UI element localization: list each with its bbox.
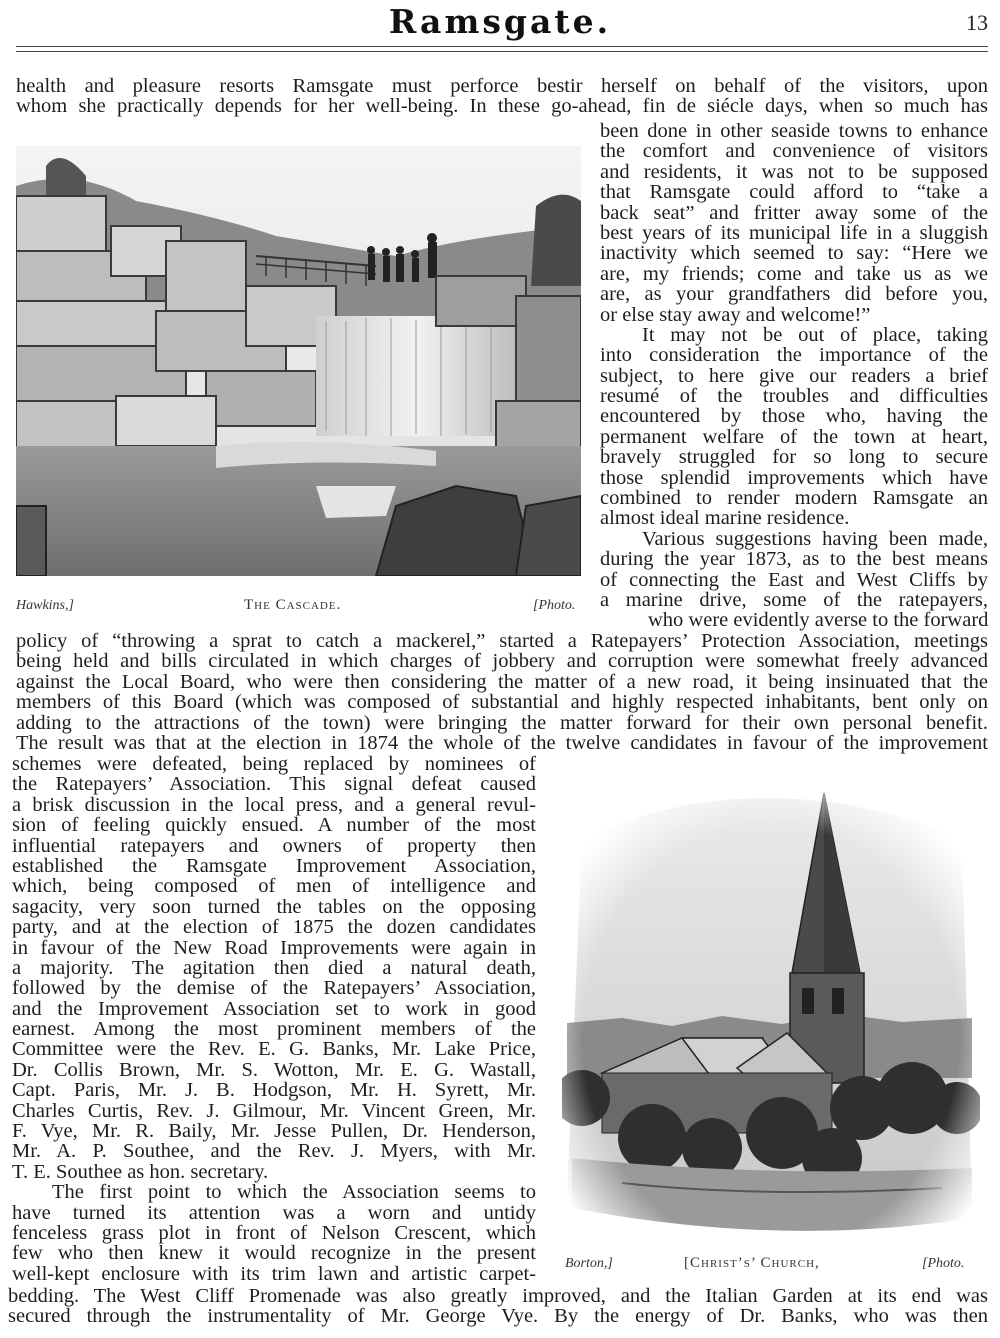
text-line: inactivity which seemed to say: “Here we	[600, 242, 988, 265]
text-line: into consideration the importance of the	[600, 344, 988, 367]
text-line: earnest. Among the most prominent members of the	[12, 1018, 536, 1041]
page-number: 13	[966, 10, 988, 35]
text-line: a marine drive, some of the ratepayers,	[600, 588, 988, 611]
text-line: the Ratepayers’ Association. This signal defeat caused	[12, 773, 536, 796]
text-line: bravely struggled for so long to secure	[600, 446, 988, 469]
text-line: resumé of the troubles and difficulties	[600, 385, 988, 408]
page-header-title: Ramsgate.	[388, 2, 612, 41]
text-line: Various suggestions having been made,	[642, 527, 988, 550]
text-line: adding to the attractions of the town) were bringing the matter forward for their own personal benefit.	[16, 711, 988, 734]
text-line: almost ideal marine residence.	[600, 507, 850, 530]
text-line: fenceless grass plot in front of Nelson Crescent, which	[12, 1221, 536, 1244]
text-line: the comfort and convenience of visitors	[600, 140, 988, 163]
cascade-image	[16, 146, 581, 576]
text-line: subject, to here give our readers a brief	[600, 364, 988, 387]
text-line: in favour of the New Road Improvements were again in	[12, 936, 536, 959]
text-line: secured through the instrumentality of Mr. George Vye. By the energy of Dr. Banks, who was then	[8, 1305, 988, 1328]
text-line: a brisk discussion in the local press, and a general revul-	[12, 793, 536, 816]
text-line: followed by the demise of the Ratepayers’ Association,	[12, 977, 536, 1000]
text-line: established the Ramsgate Improvement Association,	[12, 854, 536, 877]
text-line: well-kept enclosure with its trim lawn and artistic carpet-	[12, 1262, 536, 1285]
text-line: Dr. Collis Brown, Mr. S. Wotton, Mr. E. G. Wastall,	[12, 1058, 536, 1081]
full-width-paragraph	[16, 631, 988, 753]
text-line: of connecting the East and West Cliffs by	[600, 568, 988, 591]
header-rule-bottom	[16, 51, 988, 52]
church-photo	[562, 778, 980, 1250]
text-line: against the Local Board, who were then considering the matter of a new road, it being insinuated that the	[16, 670, 988, 693]
closing-paragraph	[8, 1286, 988, 1327]
text-line: which, being composed of men of intelligence and	[12, 875, 536, 898]
text-line: are, as your grandfathers did before you,	[600, 283, 988, 306]
text-line: F. Vye, Mr. R. Baily, Mr. Jesse Pullen, Dr. Henderson,	[12, 1120, 536, 1143]
text-line: during the year 1873, as to the best means	[600, 548, 988, 571]
text-line: back seat” and fritter away some of the	[600, 201, 988, 224]
text-line: T. E. Southee as hon. secretary.	[12, 1160, 269, 1183]
text-line: best years of its municipal life in a sluggish	[600, 221, 988, 244]
text-line: Committee were the Rev. E. G. Banks, Mr. Lake Price,	[12, 1038, 536, 1061]
text-line: permanent welfare of the town at heart,	[600, 425, 988, 448]
text-line: have turned its attention was a worn and untidy	[12, 1201, 536, 1224]
text-line: Capt. Paris, Mr. J. B. Hodgson, Mr. H. Syrett, Mr.	[12, 1079, 536, 1102]
text-line: a majority. The agitation then died a natural death,	[12, 956, 536, 979]
text-line: The result was that at the election in 1874 the whole of the twelve candidates in favour of the improvement	[16, 731, 988, 754]
header-rule-top	[16, 46, 988, 47]
text-line: encountered by those who, having the	[600, 405, 988, 428]
text-line: sagacity, very soon turned the tables on the opposing	[12, 895, 536, 918]
cascade-caption-title: The Cascade.	[244, 597, 342, 613]
text-line: influential ratepayers and owners of property then	[12, 834, 536, 857]
cascade-credit-left: Hawkins,]	[16, 598, 74, 613]
text-line: policy of “throwing a sprat to catch a mackerel,” started a Ratepayers’ Protection Association, meetings	[16, 630, 988, 652]
text-line: been done in other seaside towns to enhance	[600, 120, 988, 142]
text-line: party, and at the election of 1875 the dozen candidates	[12, 916, 536, 939]
cascade-photo	[16, 146, 581, 576]
right-column-paragraph	[600, 121, 988, 631]
text-line: combined to render modern Ramsgate an	[600, 487, 988, 510]
text-line: Mr. A. P. Southee, and the Rev. J. Myers, with Mr.	[12, 1140, 536, 1163]
intro-paragraph	[16, 76, 988, 117]
church-image	[562, 778, 980, 1250]
text-line: being held and bills circulated in which charges of jobbery and corruption were somewhat freely advanced	[16, 650, 988, 673]
text-line: Charles Curtis, Rev. J. Gilmour, Mr. Vincent Green, Mr.	[12, 1099, 536, 1122]
left-column-paragraph	[12, 754, 536, 1284]
text-line: whom she practically depends for her well-being. In these go-ahead, fin de siécle days, when so much has	[16, 95, 988, 118]
text-line: bedding. The West Cliff Promenade was also greatly improved, and the Italian Garden at its end was	[8, 1285, 988, 1307]
text-line: are, my friends; come and take us as we	[600, 262, 988, 285]
text-line: schemes were defeated, being replaced by nominees of	[12, 753, 536, 775]
cascade-credit-right: [Photo.	[533, 598, 576, 613]
text-line: or else stay away and welcome!”	[600, 303, 871, 326]
text-line: those splendid improvements which have	[600, 466, 988, 489]
text-line: and residents, it was not to be supposed	[600, 160, 988, 183]
text-line: members of this Board (which was composed of substantial and highly respected inhabitants, bent only on	[16, 691, 988, 714]
text-line: and the Improvement Association set to work in good	[12, 997, 536, 1020]
church-credit-left: Borton,]	[565, 1256, 613, 1271]
text-line: health and pleasure resorts Ramsgate must perforce bestir herself on behalf of the visitors, upon	[16, 75, 988, 97]
text-line: It may not be out of place, taking	[642, 323, 988, 346]
church-credit-right: [Photo.	[922, 1256, 965, 1271]
text-line: few who then knew it would recognize in the present	[12, 1242, 536, 1265]
text-line: The first point to which the Association seems to	[52, 1181, 536, 1204]
text-line: sion of feeling quickly ensued. A number of the most	[12, 814, 536, 837]
text-line: that Ramsgate could afford to “take a	[600, 181, 988, 204]
text-line: who were evidently averse to the forward	[648, 609, 989, 632]
church-caption-title: [Christ’s’ Church,	[684, 1255, 820, 1271]
